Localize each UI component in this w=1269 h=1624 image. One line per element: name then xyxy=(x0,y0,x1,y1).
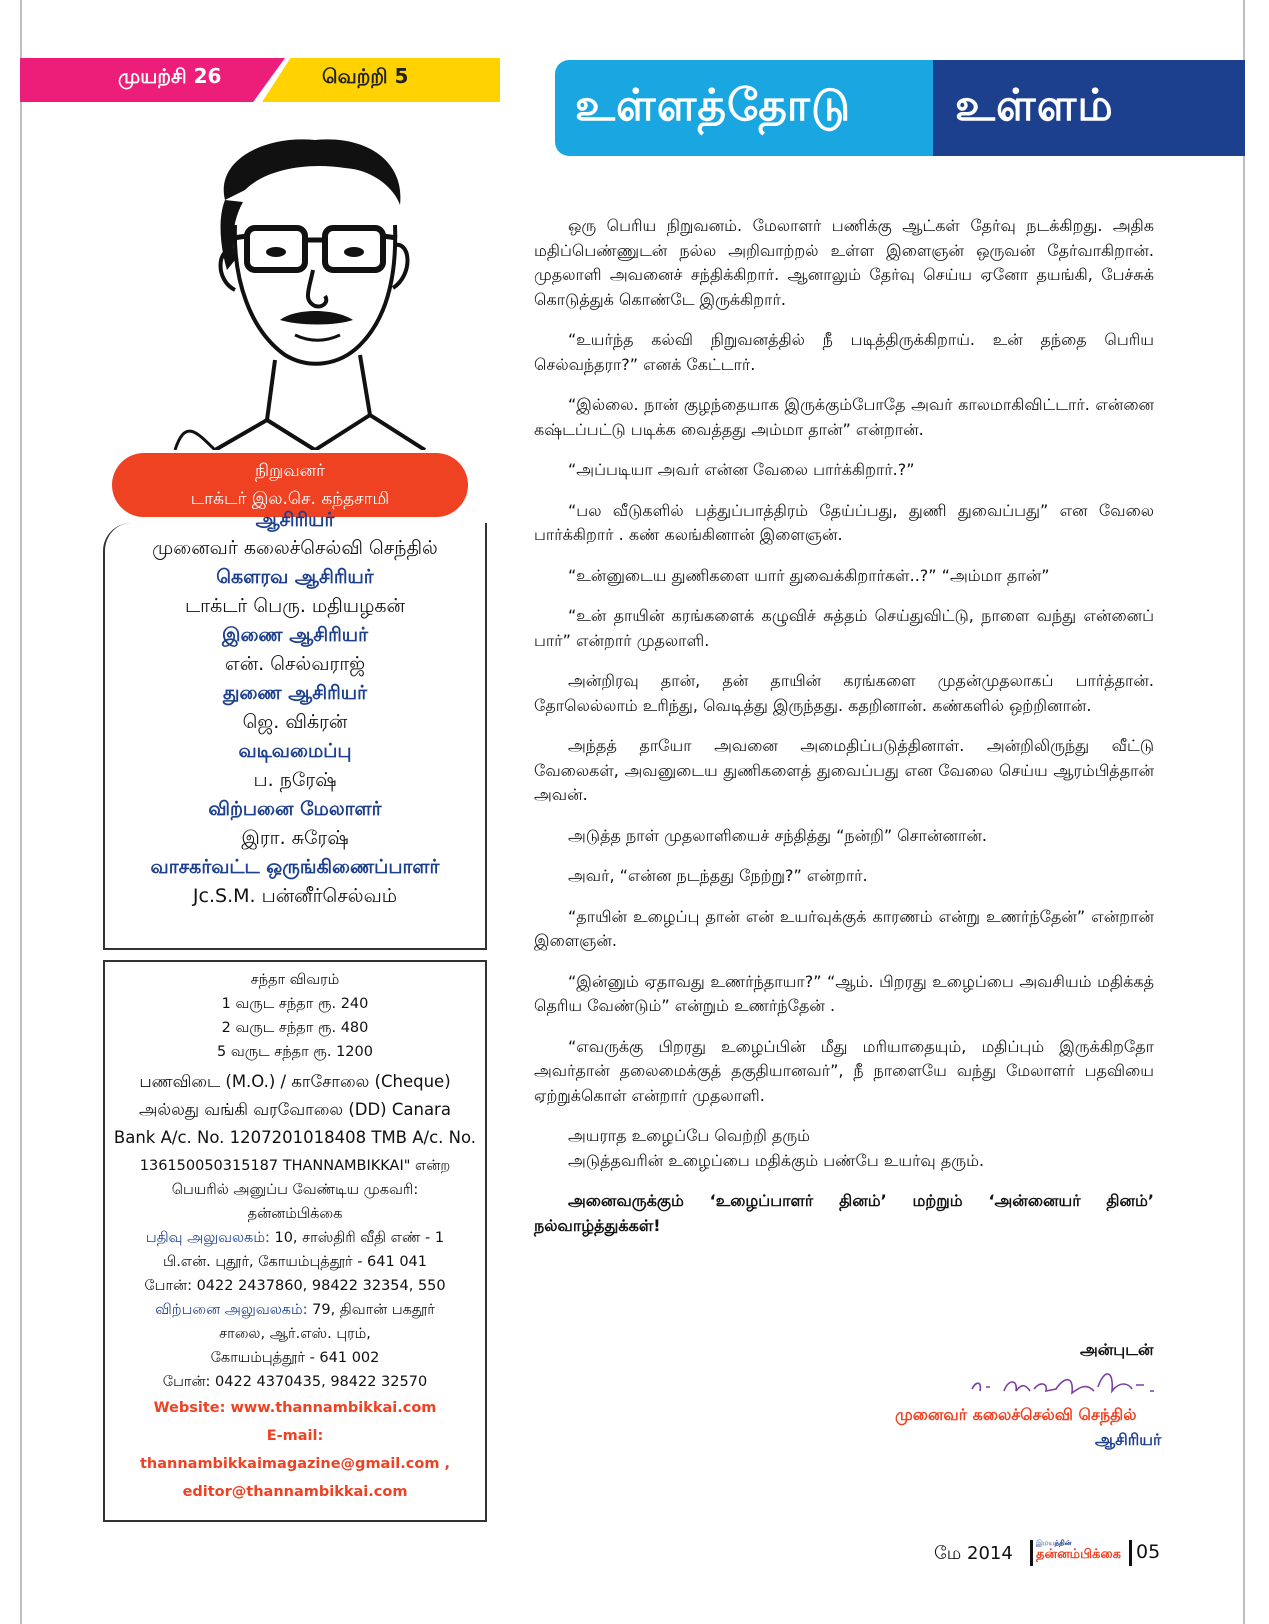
staff-role: வாசகர்வட்ட ஒருங்கிணைப்பாளர் xyxy=(150,856,440,878)
article-paragraph: “இன்னும் ஏதாவது உணர்ந்தாயா?” “ஆம். பிறரது உழைப்பை அவசியம் மதிக்கத் தெரிய வேண்டும்” என்றும் உணர்ந்தேன் . xyxy=(534,971,1154,1015)
staff-name: என். செல்வராஜ் xyxy=(224,653,366,675)
staff-role: துணை ஆசிரியர் xyxy=(222,682,368,704)
article-paragraph: “எவருக்கு பிறரது உழைப்பின் மீது மரியாதையும், மதிப்பும் இருக்கிறதோ அவர்தான் தலைமைக்குத் தகுதியானவர்”, நீ நாளையே வந்து மேலாளர் பதவியை ஏற்றுக்கொள் என்றார் முதலாளி. xyxy=(534,1036,1154,1105)
page-title-part2: உள்ளம் xyxy=(955,80,1114,131)
article-paragraph: “உயர்ந்த கல்வி நிறுவனத்தில் நீ படித்திருக்கிறாய். உன் தந்தை பெரிய செல்வந்தரா?” எனக் கேட்டார். xyxy=(534,330,1154,374)
staff-name: இரா. சுரேஷ் xyxy=(241,827,349,849)
registered-office-label: பதிவு அலுவலகம்: xyxy=(145,1230,270,1246)
footer-divider xyxy=(1129,1540,1132,1566)
staff-role: இணை ஆசிரியர் xyxy=(221,624,369,646)
editor-name: முனைவர் கலைச்செல்வி செந்தில் xyxy=(895,1405,1137,1424)
founder-label: நிறுவனர் xyxy=(255,461,325,481)
closing-with-love: அன்புடன் xyxy=(1080,1340,1154,1359)
subscription-rate: 5 வருட சந்தா ரூ. 1200 xyxy=(217,1044,373,1060)
article-paragraph: அடுத்த நாள் முதலாளியைச் சந்தித்து “நன்றி” சொன்னான். xyxy=(568,825,987,845)
payment-info: Bank A/c. No. 1207201018408 TMB A/c. No. xyxy=(113,1128,477,1147)
article-quote: அயராத உழைப்பே வெற்றி தரும் xyxy=(568,1126,811,1145)
staff-role: ஆசிரியர் xyxy=(255,509,335,531)
staff-name: ப. நரேஷ் xyxy=(253,769,337,791)
article-paragraph: அவர், “என்ன நடந்தது நேற்று?” என்றார். xyxy=(568,866,868,885)
staff-name: Jc.S.M. பன்னீர்செல்வம் xyxy=(192,885,398,907)
staff-name: முனைவர் கலைச்செல்வி செந்தில் xyxy=(152,537,438,559)
logo-tagline: இமயத்தின் xyxy=(1036,1539,1072,1547)
subscription-heading: சந்தா விவரம் xyxy=(250,972,340,988)
article-paragraph: ஒரு பெரிய நிறுவனம். மேலாளர் பணிக்கு ஆட்கள் தேர்வு நடக்கிறது. அதிக மதிப்பெண்ணுடன் நல்ல அறிவாற்றல் உள்ள இளைஞன் ஒருவன் தேர்வாகிறான். முதலாளி அவனைச் சந்திக்கிறார். ஆனாலும் தேர்வு செய்ய ஏனோ தயங்கி, பேச்சுக் கொடுத்துக் கொண்டே இருக்கிறார். xyxy=(534,216,1154,309)
staff-role: வடிவமைப்பு xyxy=(238,740,352,762)
sales-office xyxy=(105,1302,485,1320)
email-link[interactable]: editor@thannambikkai.com xyxy=(182,1484,408,1500)
subscription-rate: 1 வருட சந்தா ரூ. 240 xyxy=(221,996,369,1012)
sales-office-address-line: கோயம்புத்தூர் - 641 002 xyxy=(210,1350,380,1366)
registered-office xyxy=(105,1230,485,1248)
article-quote: அடுத்தவரின் உழைப்பை மதிக்கும் பண்பே உயர்வு தரும். xyxy=(568,1150,985,1170)
page-border-left xyxy=(20,0,22,1624)
payment-info: அல்லது வங்கி வரவோலை (DD) Canara xyxy=(139,1100,451,1119)
subscription-rate: 2 வருட சந்தா ரூ. 480 xyxy=(221,1020,369,1036)
article-paragraph: அந்தத் தாயோ அவனை அமைதிப்படுத்தினாள். அன்றிலிருந்து வீட்டு வேலைகள், அவனுடைய துணிகளைத் துவைப்பது என வேலை செய்ய ஆரம்பித்தான் அவன். xyxy=(534,736,1154,804)
sales-office-address-line: சாலை, ஆர்.எஸ். புரம், xyxy=(219,1326,371,1342)
article-paragraph: “இல்லை. நான் குழந்தையாக இருக்கும்போதே அவர் காலமாகிவிட்டார். என்னை கஷ்டப்பட்டு படிக்க வைத்தது அம்மா தான்” என்றான். xyxy=(534,395,1154,439)
page-title-part1: உள்ளத்தோடு xyxy=(575,80,852,131)
editor-title: ஆசிரியர் xyxy=(1095,1430,1162,1449)
magazine-name: தன்னம்பிக்கை xyxy=(247,1206,343,1222)
staff-name: ஜெ. விக்ரன் xyxy=(242,711,348,733)
payment-info: 136150050315187 THANNAMBIKKAI" என்ற xyxy=(139,1158,451,1174)
logo-wordmark: தன்னம்பிக்கை xyxy=(1036,1547,1121,1562)
email-link[interactable]: thannambikkaimagazine@gmail.com , xyxy=(139,1456,451,1472)
editorial-staff-box xyxy=(103,509,487,950)
email-label: E-mail: xyxy=(266,1428,324,1444)
footer-divider xyxy=(1030,1540,1033,1566)
magazine-logo xyxy=(1036,1538,1121,1560)
editor-signature xyxy=(964,1363,1164,1403)
payment-info: பணவிடை (M.O.) / காசோலை (Cheque) xyxy=(139,1072,451,1091)
registered-office-phone: போன்: 0422 2437860, 98422 32354, 550 xyxy=(144,1278,446,1294)
page-number: 05 xyxy=(1136,1541,1161,1563)
registered-office-address: 10, சாஸ்திரி வீதி எண் - 1 xyxy=(274,1230,445,1246)
founder-portrait-illustration xyxy=(155,130,485,450)
victory-tag: வெற்றி 5 xyxy=(322,64,409,88)
article-paragraph: “உன்னுடைய துணிகளை யார் துவைக்கிறார்கள்..?” “அம்மா தான்” xyxy=(568,565,1050,585)
article-paragraph: “அப்படியா அவர் என்ன வேலை பார்க்கிறார்.?” xyxy=(568,460,915,479)
article-paragraph: “உன் தாயின் கரங்களைக் கழுவிச் சுத்தம் செய்துவிட்டு, நாளை வந்து என்னைப் பார்” என்றார் முதலாளி. xyxy=(534,606,1154,650)
page-border-right xyxy=(1243,0,1245,1624)
sales-office-label: விற்பனை அலுவலகம்: xyxy=(155,1302,308,1318)
registered-office-address-line: பி.என். புதூர், கோயம்புத்தூர் - 641 041 xyxy=(162,1254,428,1270)
editorial-article xyxy=(534,214,1154,1254)
article-paragraph: “தாயின் உழைப்பு தான் என் உயர்வுக்குக் காரணம் என்று உணர்ந்தேன்” என்றான் இளைஞன். xyxy=(534,906,1154,950)
article-paragraph: அன்றிரவு தான், தன் தாயின் கரங்களை முதன்முதலாகப் பார்த்தான். தோலெல்லாம் உரிந்து, வெடித்து இருந்தது. கதறினான். கண்களில் ஒற்றினான். xyxy=(534,671,1154,715)
sales-office-phone: போன்: 0422 4370435, 98422 32570 xyxy=(162,1374,428,1390)
issue-date: மே 2014 xyxy=(934,1543,1013,1564)
article-paragraph: “பல வீடுகளில் பத்துப்பாத்திரம் தேய்ப்பது, துணி துவைப்பது” என வேலை பார்க்கிறார் . கண் கலங்கினான் இளைஞன். xyxy=(534,500,1154,544)
subscription-box xyxy=(103,960,487,1522)
sales-office-address: 79, திவான் பகதூர் xyxy=(312,1302,435,1318)
attempt-tag: முயற்சி 26 xyxy=(118,64,222,88)
founder-badge xyxy=(112,453,468,517)
website-link[interactable]: Website: www.thannambikkai.com xyxy=(153,1400,437,1416)
payment-info: பெயரில் அனுப்ப வேண்டிய முகவரி: xyxy=(171,1182,419,1198)
staff-name: டாக்டர் பெரு. மதியழகன் xyxy=(185,595,405,617)
staff-role: விற்பனை மேலாளர் xyxy=(208,798,382,820)
article-greeting: அனைவருக்கும் ‘உழைப்பாளர் தினம்’ மற்றும் ‘அன்னையர் தினம்’ நல்வாழ்த்துக்கள்! xyxy=(534,1191,1154,1235)
founder-name: டாக்டர் இல.செ. கந்தசாமி xyxy=(190,489,390,509)
staff-role: கௌரவ ஆசிரியர் xyxy=(216,566,374,588)
